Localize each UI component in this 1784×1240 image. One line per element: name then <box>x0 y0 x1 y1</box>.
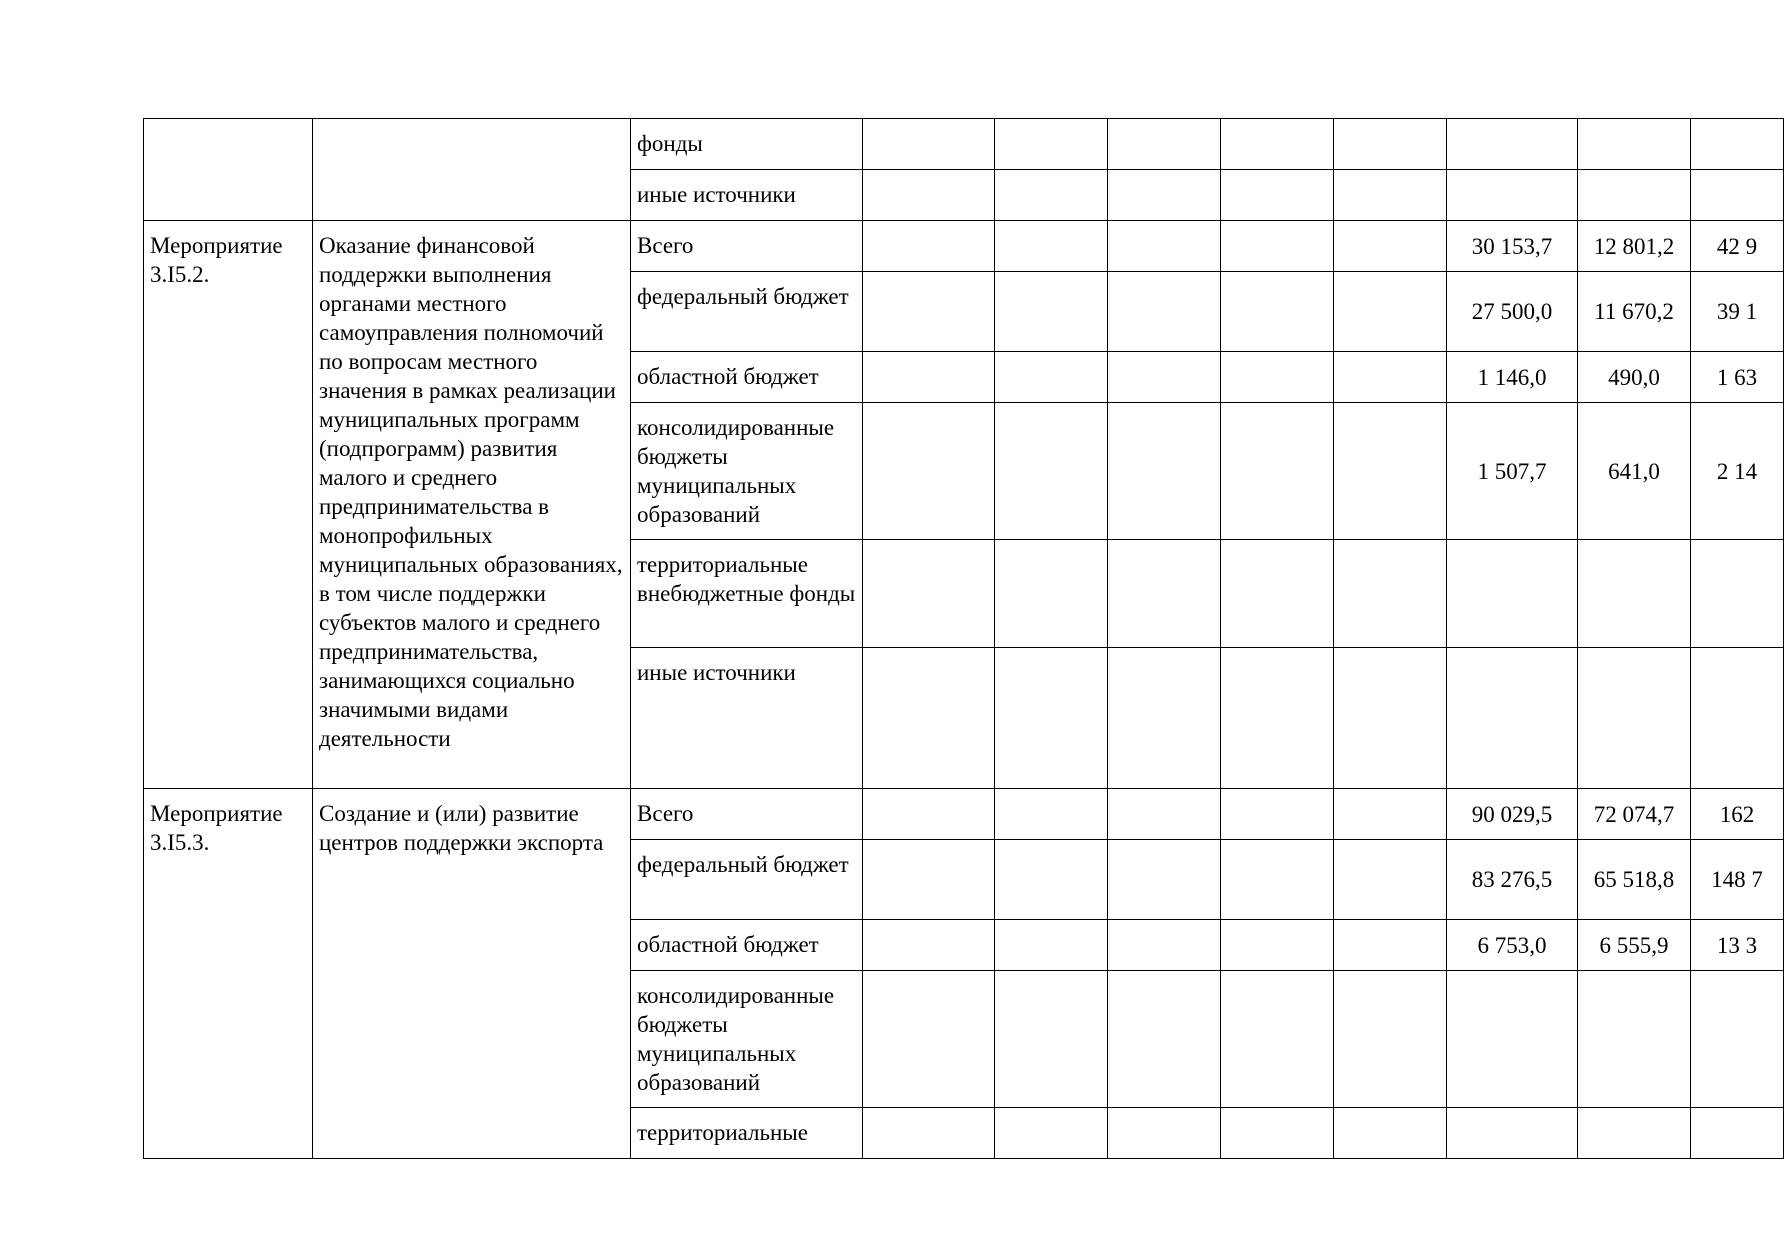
empty-cell <box>863 403 995 540</box>
empty-cell <box>1447 1108 1578 1159</box>
empty-cell <box>863 920 995 971</box>
empty-cell <box>1221 272 1334 352</box>
empty-cell <box>1108 352 1221 403</box>
empty-cell <box>1221 920 1334 971</box>
empty-cell <box>863 648 995 789</box>
source-cell: территориальные <box>631 1108 863 1159</box>
budget-table <box>143 118 1784 1159</box>
empty-cell <box>1108 1108 1221 1159</box>
empty-cell <box>1221 540 1334 648</box>
value-cell: 27 500,0 <box>1447 272 1578 352</box>
value-cell: 6 753,0 <box>1447 920 1578 971</box>
empty-cell <box>1334 971 1447 1108</box>
empty-cell <box>1334 540 1447 648</box>
empty-cell <box>863 1108 995 1159</box>
empty-cell <box>863 119 995 170</box>
empty-cell <box>1691 540 1784 648</box>
value-cell: 1 146,0 <box>1447 352 1578 403</box>
empty-cell <box>1221 221 1334 272</box>
empty-cell <box>1578 648 1691 789</box>
empty-cell <box>995 403 1108 540</box>
empty-cell <box>1221 789 1334 840</box>
empty-cell <box>1108 789 1221 840</box>
event-cell <box>144 119 313 221</box>
value-cell: 641,0 <box>1578 403 1691 540</box>
description-cell: Создание и (или) развитие центров поддержки экспорта <box>313 789 631 1159</box>
value-cell: 65 518,8 <box>1578 840 1691 920</box>
empty-cell <box>1578 1108 1691 1159</box>
empty-cell <box>1447 170 1578 221</box>
empty-cell <box>1334 272 1447 352</box>
empty-cell <box>863 971 995 1108</box>
value-cell: 490,0 <box>1578 352 1691 403</box>
empty-cell <box>1108 648 1221 789</box>
empty-cell <box>1578 119 1691 170</box>
empty-cell <box>863 272 995 352</box>
empty-cell <box>995 352 1108 403</box>
empty-cell <box>1221 352 1334 403</box>
empty-cell <box>1691 1108 1784 1159</box>
value-cell: 1 63 <box>1691 352 1784 403</box>
source-cell: консолидированные бюджеты муниципальных образований <box>631 403 863 540</box>
empty-cell <box>1578 971 1691 1108</box>
value-cell: 162 <box>1691 789 1784 840</box>
empty-cell <box>1447 540 1578 648</box>
empty-cell <box>995 920 1108 971</box>
empty-cell <box>1334 840 1447 920</box>
empty-cell <box>1108 403 1221 540</box>
value-cell: 13 3 <box>1691 920 1784 971</box>
empty-cell <box>1447 119 1578 170</box>
empty-cell <box>1108 221 1221 272</box>
empty-cell <box>1221 648 1334 789</box>
empty-cell <box>1447 971 1578 1108</box>
value-cell: 90 029,5 <box>1447 789 1578 840</box>
source-cell: областной бюджет <box>631 920 863 971</box>
empty-cell <box>1334 1108 1447 1159</box>
empty-cell <box>863 221 995 272</box>
source-cell: Всего <box>631 789 863 840</box>
source-cell: иные источники <box>631 648 863 789</box>
empty-cell <box>1691 119 1784 170</box>
value-cell: 12 801,2 <box>1578 221 1691 272</box>
empty-cell <box>863 540 995 648</box>
empty-cell <box>1108 272 1221 352</box>
source-cell: областной бюджет <box>631 352 863 403</box>
empty-cell <box>1691 648 1784 789</box>
empty-cell <box>1334 920 1447 971</box>
empty-cell <box>1221 840 1334 920</box>
table-row <box>144 789 1784 840</box>
empty-cell <box>1108 920 1221 971</box>
value-cell: 11 670,2 <box>1578 272 1691 352</box>
empty-cell <box>1691 170 1784 221</box>
empty-cell <box>1108 170 1221 221</box>
source-cell: Всего <box>631 221 863 272</box>
source-cell: консолидированные бюджеты муниципальных образований <box>631 971 863 1108</box>
event-cell: Мероприятие 3.I5.3. <box>144 789 313 1159</box>
source-cell: федеральный бюджет <box>631 272 863 352</box>
empty-cell <box>1578 170 1691 221</box>
empty-cell <box>995 789 1108 840</box>
source-cell: фонды <box>631 119 863 170</box>
empty-cell <box>995 170 1108 221</box>
value-cell: 83 276,5 <box>1447 840 1578 920</box>
empty-cell <box>1691 971 1784 1108</box>
value-cell: 39 1 <box>1691 272 1784 352</box>
source-cell: иные источники <box>631 170 863 221</box>
value-cell: 42 9 <box>1691 221 1784 272</box>
empty-cell <box>863 170 995 221</box>
empty-cell <box>995 540 1108 648</box>
table-row <box>144 221 1784 272</box>
empty-cell <box>1221 170 1334 221</box>
empty-cell <box>1578 540 1691 648</box>
empty-cell <box>1334 170 1447 221</box>
empty-cell <box>1221 403 1334 540</box>
event-cell: Мероприятие 3.I5.2. <box>144 221 313 789</box>
value-cell: 6 555,9 <box>1578 920 1691 971</box>
empty-cell <box>1334 352 1447 403</box>
empty-cell <box>995 119 1108 170</box>
empty-cell <box>863 789 995 840</box>
empty-cell <box>863 840 995 920</box>
empty-cell <box>1447 648 1578 789</box>
empty-cell <box>1334 119 1447 170</box>
value-cell: 1 507,7 <box>1447 403 1578 540</box>
empty-cell <box>1221 1108 1334 1159</box>
value-cell: 72 074,7 <box>1578 789 1691 840</box>
empty-cell <box>1334 221 1447 272</box>
empty-cell <box>1221 119 1334 170</box>
table-row <box>144 119 1784 170</box>
empty-cell <box>995 272 1108 352</box>
empty-cell <box>1334 648 1447 789</box>
empty-cell <box>1334 789 1447 840</box>
empty-cell <box>1108 840 1221 920</box>
value-cell: 30 153,7 <box>1447 221 1578 272</box>
source-cell: территориальные внебюджетные фонды <box>631 540 863 648</box>
value-cell: 148 7 <box>1691 840 1784 920</box>
empty-cell <box>1221 971 1334 1108</box>
empty-cell <box>995 1108 1108 1159</box>
empty-cell <box>995 221 1108 272</box>
value-cell: 2 14 <box>1691 403 1784 540</box>
empty-cell <box>995 840 1108 920</box>
empty-cell <box>1108 540 1221 648</box>
empty-cell <box>1108 119 1221 170</box>
empty-cell <box>995 971 1108 1108</box>
description-cell: Оказание финансовой поддержки выполнения органами местного самоуправления полномочий по вопросам местного значения в рамках реализации муниципальных программ (подпрограмм) развития малого и среднего предпринимательства в монопрофильных муниципальных образованиях, в том числе поддержки субъектов малого и среднего предпринимательства, занимающихся социально значимыми видами деятельности <box>313 221 631 789</box>
empty-cell <box>863 352 995 403</box>
empty-cell <box>1108 971 1221 1108</box>
empty-cell <box>995 648 1108 789</box>
description-cell <box>313 119 631 221</box>
source-cell: федеральный бюджет <box>631 840 863 920</box>
empty-cell <box>1334 403 1447 540</box>
